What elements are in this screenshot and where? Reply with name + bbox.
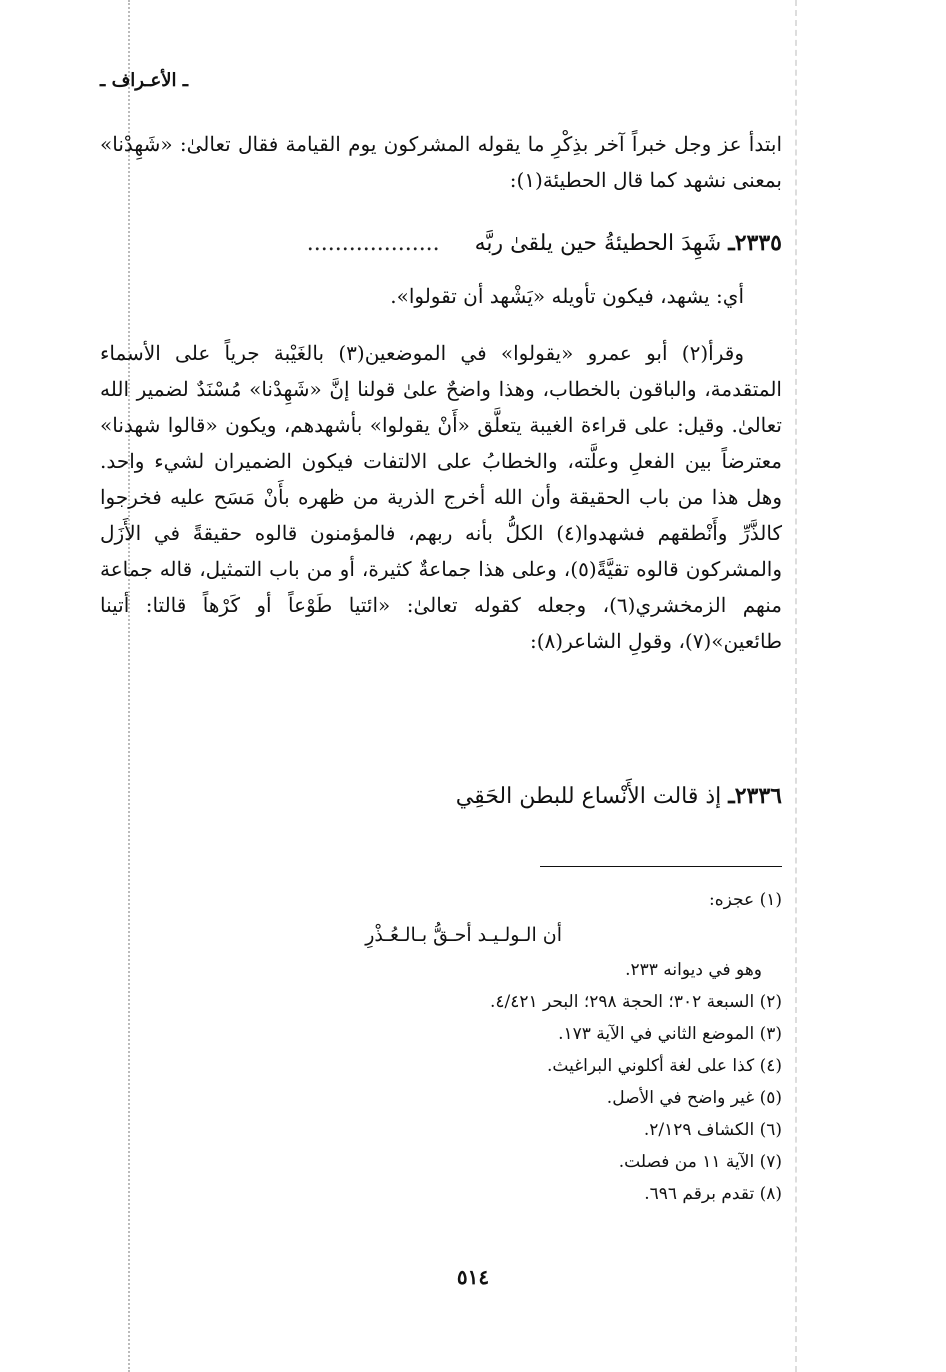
- verse-number: ٢٣٣٥ـ: [728, 230, 782, 256]
- scan-edge-right: [795, 0, 797, 1372]
- footnote-1-verse: أن الـولـيـد أحـقُّ بـالـعُـذْرِ: [365, 924, 562, 946]
- footnote-3: (٣) الموضع الثاني في الآية ١٧٣.: [558, 1024, 782, 1044]
- commentary-paragraph: [100, 335, 782, 659]
- verse-text: شَهِدَ الحطيئةُ حين يلقىٰ ربَّه: [474, 231, 722, 256]
- footnote-divider: [540, 866, 782, 867]
- verse-number: ٢٣٣٦ـ: [728, 783, 782, 809]
- intro-paragraph-text: ابتدأ عز وجل خبراً آخر بذِكْرِ ما يقوله المشركون يوم القيامة فقال تعالىٰ: «شَهِدْنا» بمعنى نشهد كما قال الحطيئة(١):: [100, 132, 782, 192]
- intro-paragraph: [100, 126, 782, 198]
- verse-2336: [100, 780, 782, 813]
- footnote-7: (٧) الآية ١١ من فصلت.: [618, 1152, 782, 1172]
- footnotes: [100, 884, 782, 1210]
- footnote-4: (٤) كذا على لغة أكلوني البراغيث.: [547, 1056, 782, 1076]
- commentary-paragraph-text: وقرأ(٢) أبو عمرو «يقولوا» في الموضعين(٣) بالغَيْبة جرياً على الأسماء المتقدمة، والباقون بالخطاب، وهذا واضحٌ علىٰ قولنا إنَّ «شَهِدْنا» مُسْنَدٌ لضمير الله تعالىٰ. وقيل: على قراءة الغيبة يتعلَّق «أَنْ يقولوا» بأشهدهم، ويكون «قالوا شهدنا» معترضاً بين الفعلِ وعلَّته، والخطابُ على الالتفات فيكون الضميران لشيء واحد. وهل هذا من باب الحقيقة وأن الله أخرج الذرية من ظهره بأَنْ مَسَح عليه فخرجوا كالذَّرِّ وأَنْطقهم فشهدوا(٤) الكلُّ بأنه ربهم، فالمؤمنون قالوه حقيقةً في الأَزَل والمشركون قالوه تقيَّةً(٥)، وعلى هذا جماعةٌ كثيرة، أو من باب التمثيل، قاله جماعة منهم الزمخشري(٦)، وجعله كقوله تعالىٰ: «ائتيا طَوْعاً أو كَرْهاً قالتا: أتينا طائعين»(٧)، وقولِ الشاعر(٨):: [100, 341, 782, 653]
- verse-2335: [100, 228, 782, 259]
- footnote-8: (٨) تقدم برقم ٦٩٦.: [644, 1184, 782, 1204]
- verse-text: إذ قالت الأَنْساع للبطن الحَقِي: [455, 784, 722, 809]
- page-number: ٥١٤: [456, 1265, 490, 1289]
- footnote-1: (١) عجزه:: [709, 890, 782, 910]
- footnote-6: (٦) الكشاف ٢/١٢٩.: [643, 1120, 782, 1140]
- footnote-5: (٥) غير واضح في الأصل.: [606, 1088, 782, 1108]
- explanation-line: [100, 281, 782, 311]
- running-header: ـ الأعـراف ـ: [100, 70, 188, 91]
- footnote-1-source: وهو في ديوانه ٢٣٣.: [625, 960, 762, 980]
- footnote-2: (٢) السبعة ٣٠٢؛ الحجة ٢٩٨؛ البحر ٤/٤٢١.: [489, 992, 782, 1012]
- explanation-text: أي: يشهد، فيكون تأويله «يَشْهد أن تقولوا».: [390, 284, 744, 308]
- verse-ellipsis: ...................: [306, 231, 440, 256]
